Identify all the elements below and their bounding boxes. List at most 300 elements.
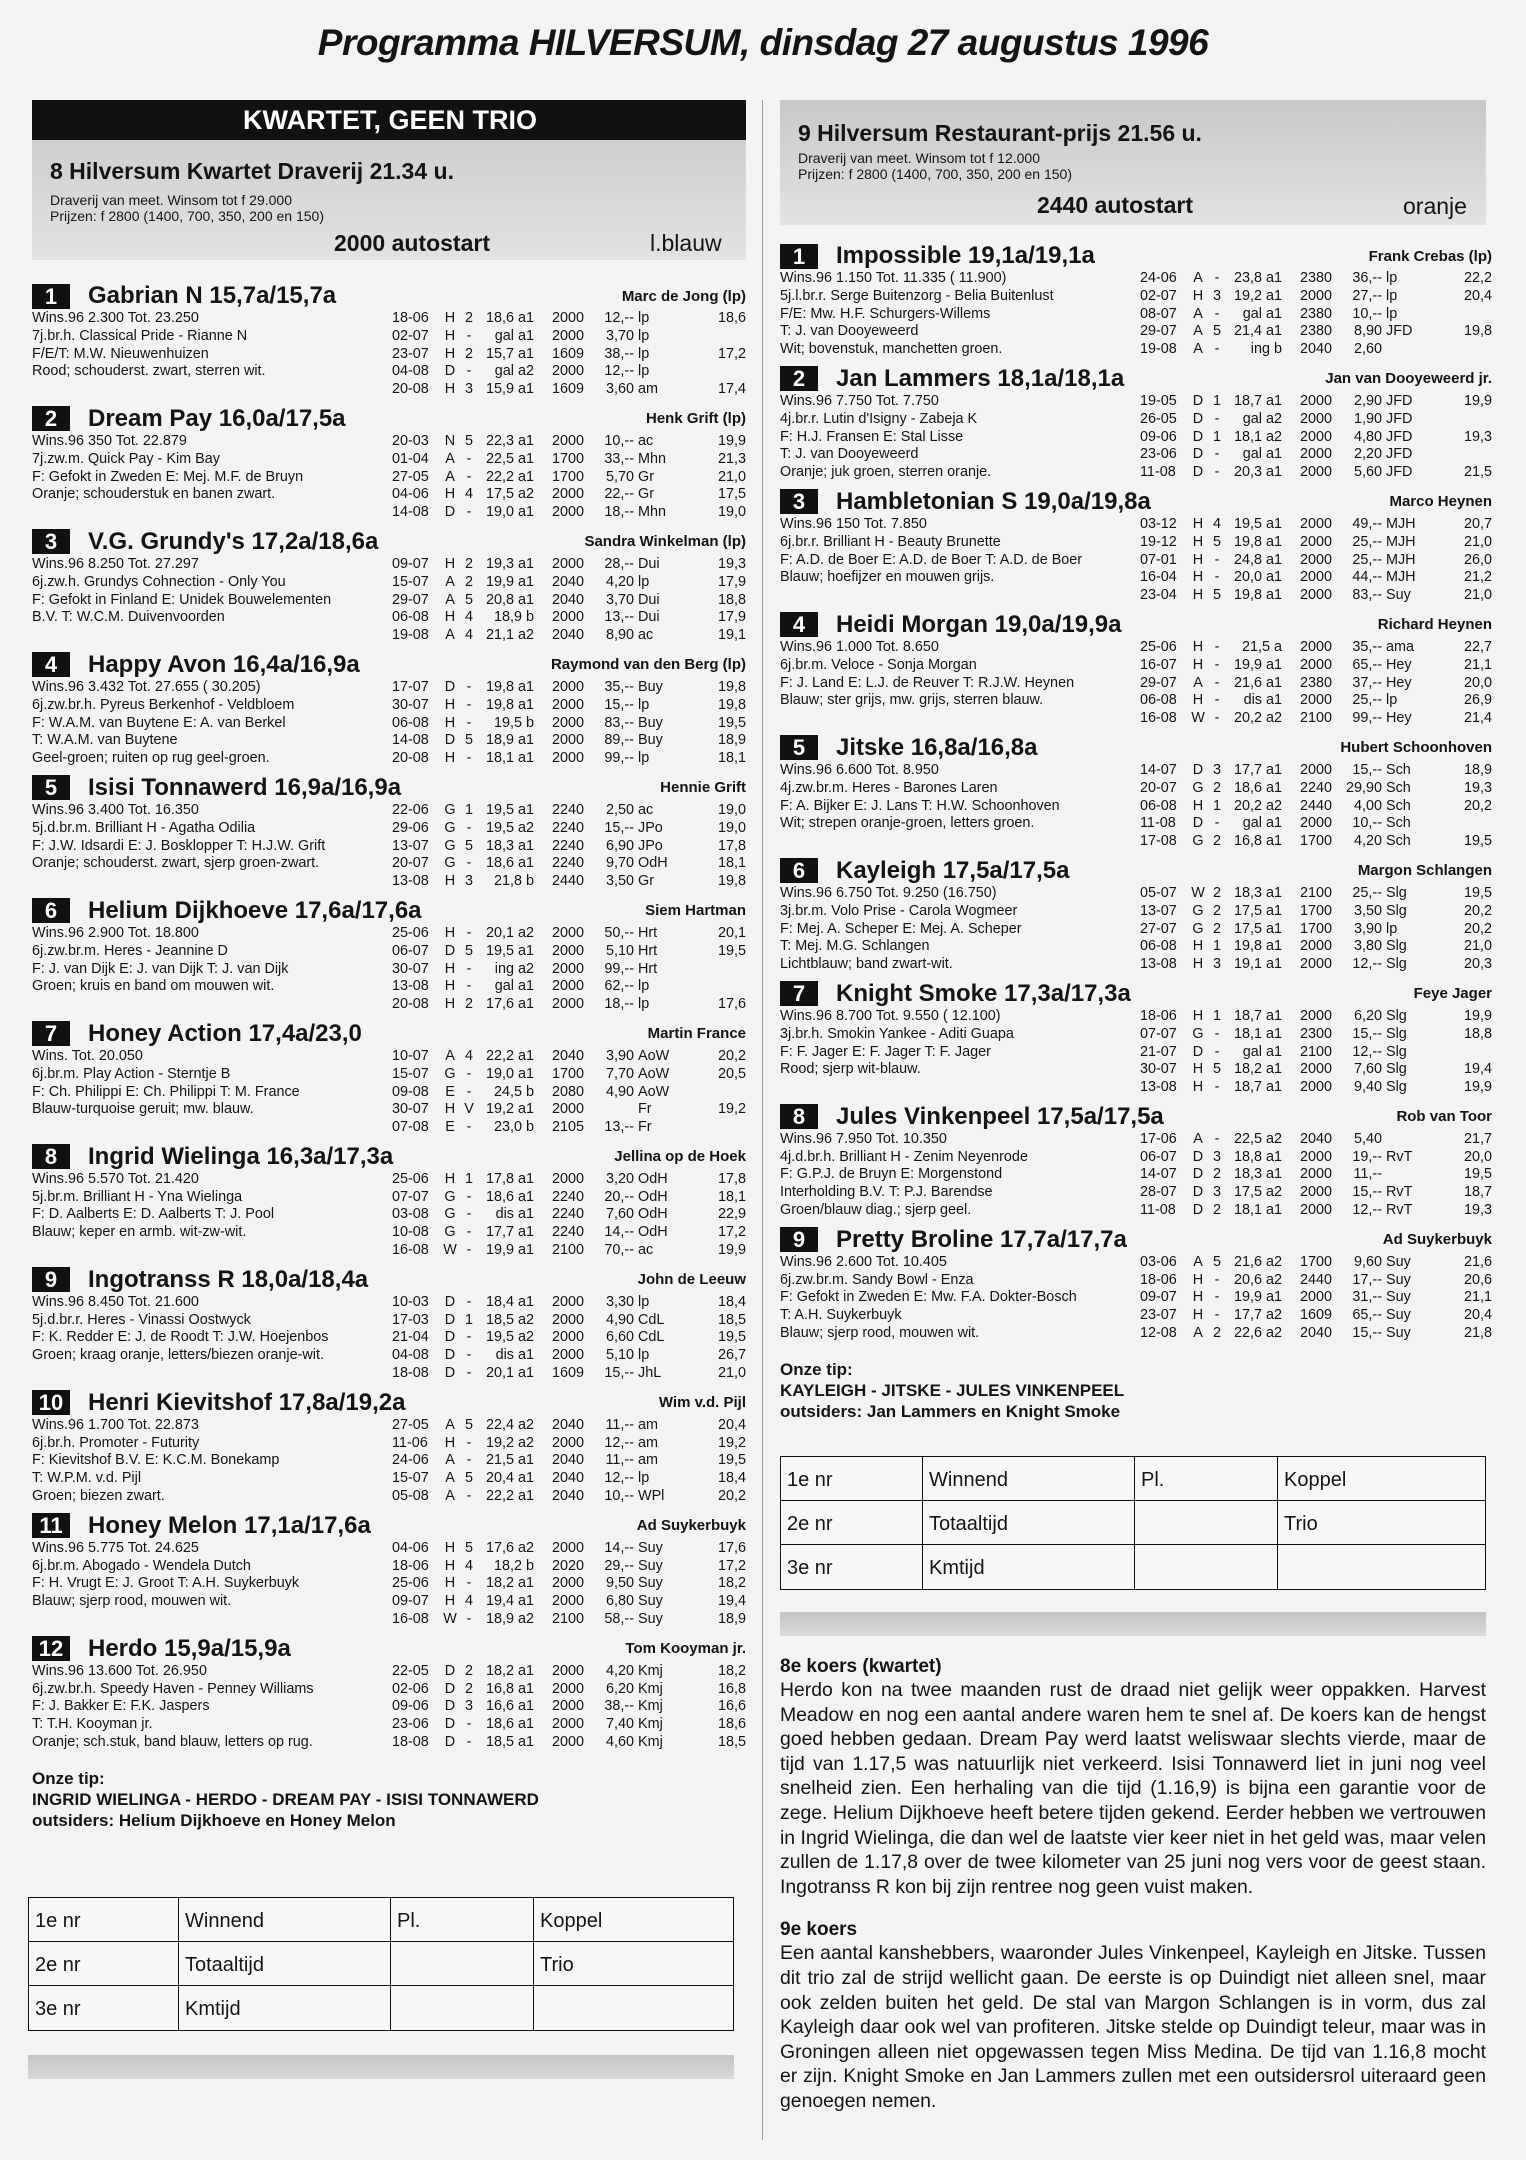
form-cell: 15,--: [604, 696, 634, 713]
form-cell: 3,90: [605, 1047, 634, 1064]
form-cell: 21,5: [1463, 464, 1492, 481]
form-cell: 18,9 b: [493, 609, 534, 626]
form-cell: 2,20: [1353, 446, 1382, 463]
form-cell: 1700: [1299, 833, 1332, 850]
form-cell: Suy: [1386, 1253, 1411, 1270]
form-cell: Suy: [1386, 587, 1411, 604]
form-cell: 2000: [1299, 1202, 1332, 1219]
form-cell: 31,--: [1352, 1289, 1382, 1306]
form-cell: D: [444, 1680, 456, 1697]
form-row: [1140, 552, 1492, 570]
form-cell: 44,--: [1352, 569, 1382, 586]
horse-info: [32, 1417, 392, 1506]
form-cell: H: [444, 1557, 456, 1574]
horse-info-line: Groen; kraag oranje, letters/biezen oranje-wit.: [32, 1347, 324, 1364]
form-cell: 25-06: [392, 1170, 429, 1187]
horse-info-line: 6j.zw.h. Grundys Cohnection - Only You: [32, 573, 286, 590]
form-cell: 12,--: [1352, 956, 1382, 973]
horse-info: [32, 310, 392, 399]
driver-name: Wim v.d. Pijl: [658, 1394, 746, 1412]
form-cell: Buy: [638, 714, 663, 731]
form-cell: 19,0 a1: [485, 504, 534, 521]
form-cell: 04-06: [392, 1539, 429, 1556]
form-cell: 19,8: [717, 873, 746, 890]
form-cell: 22,6 a2: [1233, 1325, 1282, 1342]
form-cell: 20,7: [1463, 515, 1492, 532]
form-cell: 49,--: [1352, 515, 1382, 532]
form-cell: 20-07: [392, 855, 429, 872]
form-cell: 19,3: [1463, 1202, 1492, 1219]
form-cell: 17,9: [717, 609, 746, 626]
horse-info-line: Wins.96 6.750 Tot. 9.250 (16.750): [780, 884, 997, 901]
form-cell: 19,9: [1463, 392, 1492, 409]
form-cell: Mhn: [638, 450, 666, 467]
form-cell: 22,5 a2: [1233, 1130, 1282, 1147]
form-cell: E: [445, 1119, 455, 1136]
form-cell: A: [445, 468, 455, 485]
horse-info-line: F: Gefokt in Zweden E: Mej. M.F. de Bruyn: [32, 468, 304, 485]
horse-header: [780, 611, 1492, 639]
form-row: [392, 715, 746, 733]
form-row: [392, 1101, 746, 1119]
form-cell: 35,--: [1352, 638, 1382, 655]
form-cell: 1609: [551, 1365, 584, 1382]
form-cell: H: [444, 750, 456, 767]
form-cell: 17,5 a2: [485, 486, 534, 503]
form-cell: 17,8: [717, 1170, 746, 1187]
form-cell: 2040: [1299, 1130, 1332, 1147]
form-cell: 2000: [551, 1434, 584, 1451]
form-row: [1140, 411, 1492, 429]
form-cell: 2000: [551, 1593, 584, 1610]
form-cell: 2000: [1299, 1184, 1332, 1201]
form-row: [392, 697, 746, 715]
start-number-badge: 7: [780, 981, 818, 1006]
form-cell: 22,2 a1: [485, 468, 534, 485]
form-cell: [1430, 341, 1492, 359]
horse-info: [780, 639, 1140, 728]
form-cell: -: [1214, 569, 1220, 586]
form-cell: -: [1214, 1079, 1220, 1096]
form-cell: 17,6 a2: [485, 1539, 534, 1556]
form-cell: -: [466, 1716, 472, 1733]
form-cell: ing a2: [494, 960, 534, 977]
race-colour: oranje: [1403, 193, 1467, 219]
form-cell: 18,9: [1463, 761, 1492, 778]
form-cell: 2000: [551, 924, 584, 941]
form-cell: -: [466, 819, 472, 836]
form-cell: 2000: [551, 1698, 584, 1715]
form-cell: 20-03: [392, 432, 429, 449]
form-cell: 26-05: [1140, 410, 1177, 427]
form-cell: 20,8 a1: [485, 591, 534, 608]
form-cell: Suy: [638, 1611, 663, 1628]
form-cell: 13-07: [1140, 902, 1177, 919]
form-cell: G: [1192, 902, 1204, 919]
form-cell: A: [445, 1488, 455, 1505]
form-cell: 2000: [551, 1170, 584, 1187]
form-cell: A: [445, 1470, 455, 1487]
form-cell: 13-07: [392, 837, 429, 854]
form-cell: Slg: [1386, 1007, 1407, 1024]
form-cell: D: [444, 1311, 456, 1328]
form-cell: MJH: [1386, 515, 1416, 532]
driver-name: Sandra Winkelman (lp): [584, 533, 746, 551]
form-cell: -: [1214, 656, 1220, 673]
horse-info-line: F: J. Land E: L.J. de Reuver T: R.J.W. Heynen: [780, 674, 1075, 691]
form-cell: 2000: [1299, 761, 1332, 778]
form-cell: [1430, 446, 1492, 464]
horse-info-line: Wins.96 1.150 Tot. 11.335 ( 11.900): [780, 270, 1007, 286]
form-cell: dis a1: [495, 1347, 534, 1364]
form-cell: 37,--: [1352, 674, 1382, 691]
form-cell: A: [1193, 1253, 1203, 1270]
form-cell: lp: [638, 345, 650, 362]
form-cell: 19,9 a1: [1233, 656, 1282, 673]
form-cell: 2000: [551, 696, 584, 713]
form-cell: 19-05: [1140, 392, 1177, 409]
form-row: [392, 1716, 746, 1734]
form-cell: 18,1: [717, 855, 746, 872]
form-cell: 17,9: [717, 573, 746, 590]
horse-info-line: T: T.H. Kooyman jr.: [32, 1716, 153, 1733]
form-cell: 58,--: [604, 1611, 634, 1628]
horse-info-line: B.V. T: W.C.M. Duivenvoorden: [32, 609, 225, 626]
form-cell: D: [1192, 1184, 1204, 1201]
form-cell: H: [1192, 1079, 1204, 1096]
form-cell: RvT: [1386, 1202, 1413, 1219]
form-cell: H: [444, 924, 456, 941]
horse-info-line: Wins.96 3.432 Tot. 27.655 ( 30.205): [32, 678, 261, 695]
start-number-badge: 3: [32, 529, 70, 554]
form-cell: 12,--: [1352, 1202, 1382, 1219]
right-horse-list: [780, 236, 1492, 1422]
form-row: [392, 486, 746, 504]
form-cell: 18,1 a1: [485, 750, 534, 767]
form-cell: 5: [1212, 533, 1221, 550]
start-number-badge: 5: [32, 775, 70, 800]
horse-info-line: F: K. Redder E: J. de Roodt T: J.W. Hoejenbos: [32, 1329, 329, 1346]
form-cell: 2040: [551, 1416, 584, 1433]
form-cell: A: [445, 1452, 455, 1469]
form-cell: Sch: [1386, 833, 1411, 850]
form-cell: 12,--: [604, 310, 634, 326]
form-cell: D: [444, 732, 456, 749]
form-cell: OdH: [638, 855, 668, 872]
horse-name: Henri Kievitshof 17,8a/19,2a: [88, 1388, 406, 1416]
horse-header: [32, 897, 746, 925]
horse-info: [32, 1663, 392, 1752]
form-cell: 18,6 a1: [485, 310, 534, 326]
form-row: [1140, 710, 1492, 728]
form-cell: 19,5: [717, 1452, 746, 1469]
driver-name: Martin France: [647, 1025, 746, 1043]
form-cell: Hrt: [638, 960, 658, 977]
form-cell: H: [444, 1101, 456, 1118]
form-cell: 15-07: [392, 1470, 429, 1487]
form-cell: 4,00: [1353, 797, 1382, 814]
form-cell: 19,4 a1: [485, 1593, 534, 1610]
form-cell: -: [466, 1365, 472, 1382]
form-cell: 1: [1212, 392, 1221, 409]
form-row: [392, 820, 746, 838]
form-cell: 10-03: [392, 1293, 429, 1310]
form-cell: Hrt: [638, 942, 658, 959]
form-cell: am: [638, 1452, 658, 1469]
horse-info-line: F: Kievitshof B.V. E: K.C.M. Bonekamp: [32, 1452, 280, 1469]
form-cell: 19,2: [717, 1434, 746, 1451]
form-row: [1140, 833, 1492, 851]
form-cell: 18-06: [1140, 1007, 1177, 1024]
form-cell: 19,5 a2: [485, 819, 534, 836]
form-cell: 18,6 a1: [485, 1716, 534, 1733]
form-row: [392, 1681, 746, 1699]
form-cell: 17,5: [717, 486, 746, 503]
form-table: [1140, 270, 1492, 359]
form-cell: 2000: [551, 432, 584, 449]
start-number-badge: 2: [780, 366, 818, 391]
form-cell: 5: [1212, 323, 1221, 340]
form-cell: 19,0 a1: [485, 1065, 534, 1082]
race-colour: l.blauw: [650, 230, 722, 256]
form-cell: WPl: [638, 1488, 665, 1505]
form-cell: H: [1192, 1007, 1204, 1024]
form-cell: gal a1: [1242, 1043, 1282, 1060]
form-cell: Gr: [638, 468, 654, 485]
horse-header: [32, 405, 746, 433]
result-cell: 3e nr: [29, 1986, 179, 2030]
horse-info: [32, 925, 392, 1014]
form-cell: 18,7 a1: [1233, 1079, 1282, 1096]
form-cell: Slg: [1386, 1079, 1407, 1096]
form-cell: 2: [1212, 779, 1221, 796]
form-cell: 19,8 a1: [485, 678, 534, 695]
form-cell: 2000: [551, 327, 584, 344]
form-row: [1140, 1079, 1492, 1097]
result-cell: Trio: [1278, 1501, 1485, 1545]
form-row: [1140, 1131, 1492, 1149]
form-cell: 2040: [1299, 341, 1332, 358]
horse-info: [780, 762, 1140, 851]
form-cell: [1382, 1166, 1430, 1184]
form-cell: lp: [638, 978, 650, 995]
form-cell: 18,7 a1: [1233, 1007, 1282, 1024]
driver-name: Margon Schlangen: [1357, 862, 1492, 880]
horse-info: [32, 1171, 392, 1260]
form-row: [392, 1417, 746, 1435]
result-cell: Winnend: [179, 1898, 391, 1942]
form-cell: 2: [464, 573, 473, 590]
result-cell: Kmtijd: [179, 1986, 391, 2030]
form-cell: H: [1192, 287, 1204, 304]
driver-name: Siem Hartman: [645, 902, 746, 920]
form-cell: H: [1192, 1307, 1204, 1324]
form-cell: 1700: [551, 1065, 584, 1082]
horse-info-line: 6j.zw.br.h. Pyreus Berkenhof - Veldbloem: [32, 696, 295, 713]
form-cell: 13-08: [1140, 956, 1177, 973]
form-cell: A: [445, 591, 455, 608]
form-cell: 4,80: [1353, 428, 1382, 445]
form-row: [392, 1558, 746, 1576]
horse-name: V.G. Grundy's 17,2a/18,6a: [88, 527, 379, 555]
form-cell: JhL: [638, 1365, 662, 1382]
form-cell: lp: [638, 1470, 650, 1487]
form-cell: D: [1192, 410, 1204, 427]
form-cell: 2000: [1299, 1007, 1332, 1024]
form-cell: 2000: [1299, 938, 1332, 955]
form-cell: Dui: [638, 555, 660, 572]
form-cell: 11,--: [1353, 1166, 1382, 1183]
form-cell: 5: [464, 591, 473, 608]
form-cell: 17,2: [717, 345, 746, 362]
form-cell: 3,60: [605, 381, 634, 398]
form-cell: A: [1193, 323, 1203, 340]
commentary-title: 8e koers (kwartet): [780, 1656, 942, 1677]
form-cell: 2000: [1299, 692, 1332, 709]
horse-info-line: Wins.96 8.700 Tot. 9.550 ( 12.100): [780, 1007, 1001, 1024]
horse-name: Ingrid Wielinga 16,3a/17,3a: [88, 1142, 394, 1170]
driver-name: Rob van Toor: [1396, 1108, 1492, 1126]
horse-name: Pretty Broline 17,7a/17,7a: [836, 1225, 1127, 1253]
start-number-badge: 4: [32, 652, 70, 677]
result-cell: 3e nr: [781, 1545, 923, 1589]
form-cell: 19,8: [717, 678, 746, 695]
commentary-text: Een aantal kanshebbers, waaronder Jules Vinkenpeel, Kayleigh en Jitske. Tussen dit trio zal de strijd wellicht gaan. De eerste is op Duindigt niet alleen snel, maar ook zelden buiten het geld. De stal van Margon Schlangen is in vorm, dus zal Kayleigh daar ook wel van profiteren. Jitske stelde op Duindigt teleur, maar was in Groningen alleen niet opgewassen tegen Miss Medina. De tijd van 1.16,8 mocht er zijn. Knight Smoke en Jan Lammers zullen met een outsidersrol uiteraard geen genoegen nemen.: [780, 1942, 1486, 2112]
form-cell: 5,70: [605, 468, 634, 485]
horse-info-line: Wins.96 13.600 Tot. 26.950: [32, 1662, 207, 1679]
form-cell: 20,4 a1: [485, 1470, 534, 1487]
form-cell: D: [1192, 1148, 1204, 1165]
form-cell: OdH: [638, 1224, 668, 1241]
form-row: [1140, 569, 1492, 587]
form-cell: 20,0 a1: [1233, 569, 1282, 586]
form-cell: 19,5 a1: [485, 942, 534, 959]
form-cell: 15,--: [1352, 761, 1382, 778]
form-cell: 2000: [1299, 464, 1332, 481]
form-cell: 29,90: [1345, 779, 1382, 796]
form-row: [1140, 270, 1492, 288]
horse-info-line: Wins.96 7.950 Tot. 10.350: [780, 1130, 947, 1147]
form-cell: 20,1 a1: [485, 1365, 534, 1382]
form-cell: -: [466, 855, 472, 872]
form-cell: -: [1214, 551, 1220, 568]
form-row: [1140, 341, 1492, 359]
form-cell: 11,--: [605, 1452, 634, 1469]
form-cell: 2000: [551, 750, 584, 767]
form-cell: Sch: [1386, 779, 1411, 796]
form-cell: 18,5 a2: [485, 1311, 534, 1328]
form-cell: 2380: [1299, 270, 1332, 286]
form-row: [1140, 1008, 1492, 1026]
horse-name: Kayleigh 17,5a/17,5a: [836, 856, 1070, 884]
form-cell: 14-08: [392, 504, 429, 521]
form-cell: -: [466, 1206, 472, 1223]
form-row: [1140, 1061, 1492, 1079]
form-cell: 19,2: [717, 1101, 746, 1118]
right-result-box: [780, 1456, 1486, 1590]
form-row: [392, 750, 746, 768]
form-cell: 10,--: [1352, 815, 1382, 832]
form-cell: D: [1192, 446, 1204, 463]
form-cell: 2: [1212, 1166, 1221, 1183]
form-cell: -: [1214, 1289, 1220, 1306]
form-cell: 13,--: [604, 1119, 634, 1136]
form-cell: 28,--: [604, 555, 634, 572]
form-cell: 14-07: [1140, 761, 1177, 778]
form-cell: 6,20: [605, 1680, 634, 1697]
horse-info-line: Geel-groen; ruiten op rug geel-groen.: [32, 750, 270, 767]
form-cell: 3,70: [605, 327, 634, 344]
form-cell: JFD: [1386, 446, 1413, 463]
form-row: [1140, 1254, 1492, 1272]
form-cell: D: [444, 1734, 456, 1751]
form-cell: 20,4: [1463, 287, 1492, 304]
form-cell: 2080: [551, 1083, 584, 1100]
form-cell: 21,6 a1: [1233, 674, 1282, 691]
form-cell: 18,9: [717, 732, 746, 749]
form-cell: 29,--: [604, 1557, 634, 1574]
form-cell: 8,90: [1353, 323, 1382, 340]
form-cell: Dui: [638, 609, 660, 626]
form-cell: 19,8: [717, 696, 746, 713]
form-cell: 9,60: [1353, 1253, 1382, 1270]
form-cell: lp: [1386, 920, 1398, 937]
horse-info-line: Wins.96 1.000 Tot. 8.650: [780, 638, 939, 655]
form-cell: 9,40: [1353, 1079, 1382, 1096]
form-row: [392, 433, 746, 451]
form-cell: 50,--: [604, 924, 634, 941]
form-cell: D: [1192, 1166, 1204, 1183]
form-cell: [1430, 815, 1492, 833]
form-row: [392, 627, 746, 645]
form-cell: 12,--: [1352, 1043, 1382, 1060]
form-cell: 1: [1212, 938, 1221, 955]
form-cell: D: [1192, 464, 1204, 481]
race-8-header: [32, 100, 746, 260]
form-cell: H: [1192, 533, 1204, 550]
horse-entry: [32, 897, 746, 1014]
start-number-badge: 12: [32, 1636, 70, 1661]
form-cell: H: [444, 978, 456, 995]
form-cell: 2380: [1299, 305, 1332, 322]
form-cell: V: [464, 1101, 474, 1118]
form-cell: H: [1192, 1061, 1204, 1078]
form-cell: 15,--: [604, 819, 634, 836]
form-cell: 14-07: [1140, 1166, 1177, 1183]
start-number-badge: 8: [32, 1144, 70, 1169]
form-cell: 04-08: [392, 1347, 429, 1364]
horse-header: [32, 651, 746, 679]
horse-info-line: T: Mej. M.G. Schlangen: [780, 938, 930, 955]
race-title: 9 Hilversum Restaurant-prijs 21.56 u.: [798, 120, 1202, 146]
result-cell: Winnend: [923, 1457, 1135, 1501]
horse-info-line: Wins.96 2.600 Tot. 10.405: [780, 1253, 947, 1270]
horse-info-line: Wins.96 1.700 Tot. 22.873: [32, 1416, 199, 1433]
form-cell: CdL: [638, 1329, 665, 1346]
horse-info-line: 5j.l.br.r. Serge Buitenzorg - Belia Buitenlust: [780, 287, 1054, 304]
horse-info: [32, 679, 392, 768]
form-cell: 2: [464, 310, 473, 326]
form-cell: 18,2 a1: [485, 1662, 534, 1679]
driver-name: Marco Heynen: [1389, 493, 1492, 511]
form-cell: 11,--: [605, 1416, 634, 1433]
form-cell: lp: [638, 1347, 650, 1364]
form-cell: -: [466, 327, 472, 344]
form-cell: -: [466, 1734, 472, 1751]
form-row: [392, 363, 746, 381]
form-row: [392, 978, 746, 996]
form-cell: 02-07: [1140, 287, 1177, 304]
